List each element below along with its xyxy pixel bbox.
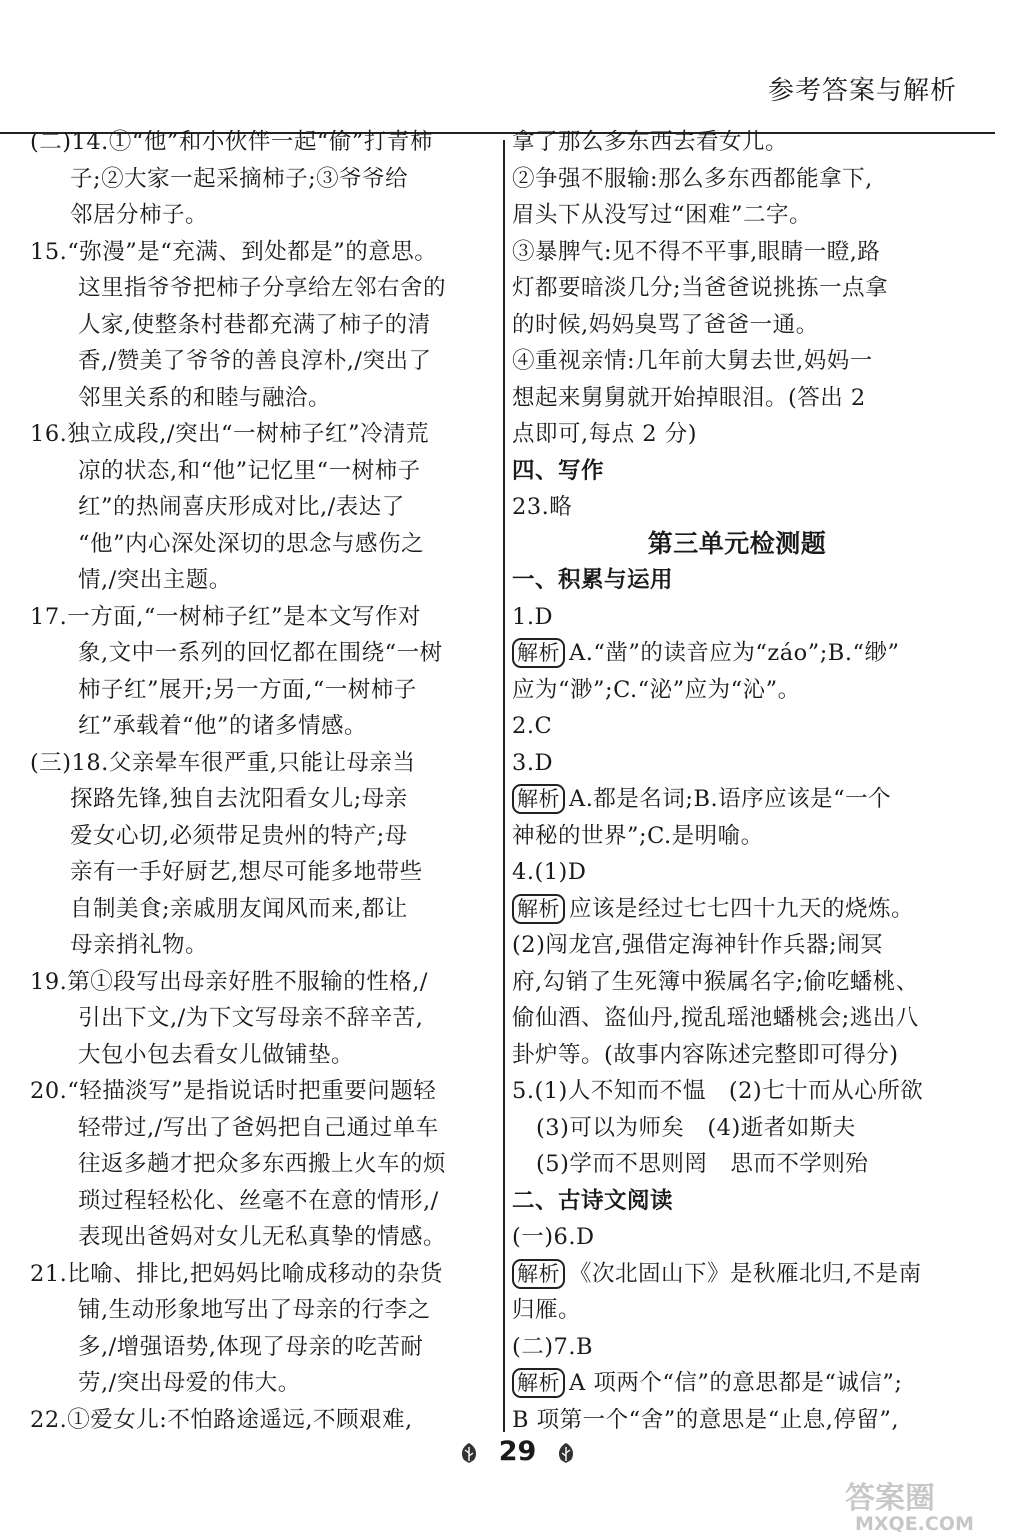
analysis-line bbox=[512, 635, 962, 672]
answer-line: (5)学而不思则罔 思而不学则殆 bbox=[536, 1151, 869, 1177]
answer-line: 灯都要暗淡几分;当爸爸说挑拣一点拿 bbox=[512, 275, 889, 301]
answer-line: 神秘的世界”;C.是明喻。 bbox=[512, 822, 764, 849]
answer-line: 16.独立成段,/突出“一树柿子红”冷清荒 bbox=[30, 421, 430, 447]
analysis-text: A 项两个“信”的意思都是“诚信”; bbox=[569, 1370, 903, 1396]
analysis-text: 《次北固山下》是秋雁北归,不是南 bbox=[569, 1260, 922, 1287]
watermark-text: 答案圈 bbox=[845, 1481, 935, 1516]
watermark-logo bbox=[843, 1478, 1013, 1532]
answer-line: 点即可,每点 2 分) bbox=[512, 421, 698, 447]
analysis-text: 应该是经过七七四十九天的烧炼。 bbox=[569, 895, 915, 922]
answer-line: 劳,/突出母爱的伟大。 bbox=[78, 1370, 301, 1396]
section-heading: 二、古诗文阅读 bbox=[512, 1187, 674, 1214]
answer-line: 22.①爱女儿:不怕路途遥远,不顾艰难, bbox=[30, 1406, 413, 1433]
answer-line: 拿了那么多东西去看女儿。 bbox=[512, 129, 789, 155]
answer-line: 红”的热闹喜庆形成对比,/表达了 bbox=[78, 494, 405, 520]
leaf-icon bbox=[457, 1441, 481, 1465]
answer-line: 子;②大家一起采摘柿子;③爷爷给 bbox=[70, 165, 409, 192]
answer-line: 情,/突出主题。 bbox=[78, 567, 232, 593]
answer-line: 表现出爸妈对女儿无私真挚的情感。 bbox=[78, 1224, 447, 1250]
answer-line: 亲有一手好厨艺,想尽可能多地带些 bbox=[70, 859, 423, 885]
answer-line: 府,勾销了生死簿中猴属名字;偷吃蟠桃、 bbox=[512, 968, 919, 995]
page-number: 29 bbox=[498, 1436, 537, 1467]
answer-line: 这里指爷爷把柿子分享给左邻右舍的 bbox=[78, 275, 447, 301]
answer-line: B 项第一个“舍”的意思是“止息,停留”, bbox=[512, 1406, 900, 1433]
header-title: 参考答案与解析 bbox=[767, 76, 957, 106]
answer-line: 23.略 bbox=[512, 494, 573, 520]
answer-line: 想起来舅舅就开始掉眼泪。(答出 2 bbox=[512, 384, 866, 411]
answer-line: 轻带过,/写出了爸妈把自己通过单车 bbox=[78, 1114, 439, 1141]
leaf-icon bbox=[554, 1441, 578, 1465]
answer-line: ③暴脾气:见不得不平事,眼睛一瞪,路 bbox=[512, 238, 881, 265]
answer-line: 母亲捎礼物。 bbox=[70, 932, 209, 958]
analysis-line bbox=[512, 1365, 962, 1402]
answer-line: 引出下文,/为下文写母亲不辞辛苦, bbox=[78, 1005, 424, 1031]
analysis-tag: 解析 bbox=[512, 784, 565, 814]
answer-line: 1.D bbox=[512, 603, 554, 630]
answer-line: 偷仙酒、盗仙丹,搅乱瑶池蟠桃会;逃出八 bbox=[512, 1005, 919, 1031]
answer-line: 铺,生动形象地写出了母亲的行李之 bbox=[78, 1297, 431, 1323]
answer-line: ②争强不服输:那么多东西都能拿下, bbox=[512, 165, 873, 192]
analysis-tag: 解析 bbox=[512, 894, 565, 924]
answer-line: 4.(1)D bbox=[512, 859, 587, 885]
answer-line: 香,/赞美了爷爷的善良淳朴,/突出了 bbox=[78, 348, 432, 374]
section-heading: 一、积累与运用 bbox=[512, 567, 674, 593]
answer-line: (3)可以为师矣 (4)逝者如斯夫 bbox=[536, 1114, 856, 1141]
section-heading: 四、写作 bbox=[512, 457, 605, 484]
answer-line: 应为“渺”;C.“泌”应为“沁”。 bbox=[512, 676, 801, 703]
answer-line: 大包小包去看女儿做铺垫。 bbox=[78, 1041, 355, 1068]
left-column bbox=[30, 124, 488, 1438]
analysis-text: A.都是名词;B.语序应该是“一个 bbox=[569, 786, 892, 812]
analysis-text: A.“凿”的读音应为“záo”;B.“缈” bbox=[569, 640, 900, 666]
column-divider bbox=[503, 140, 505, 1432]
answer-line: 爱女心切,必须带足贵州的特产;母 bbox=[70, 822, 408, 849]
answer-line: 自制美食;亲戚朋友闻风而来,都让 bbox=[70, 895, 408, 922]
answer-line: 凉的状态,和“他”记忆里“一树柿子 bbox=[78, 457, 421, 484]
answer-line: (二)14.①“他”和小伙伴一起“偷”打青柿 bbox=[30, 129, 433, 155]
answer-line: 柿子红”展开;另一方面,“一树柿子 bbox=[78, 676, 417, 703]
answer-line: 邻居分柿子。 bbox=[70, 202, 209, 228]
right-column bbox=[512, 124, 962, 1438]
answer-line: 象,文中一系列的回忆都在围绕“一树 bbox=[78, 640, 443, 666]
analysis-line bbox=[512, 781, 962, 818]
analysis-line bbox=[512, 891, 962, 928]
answer-line: 3.D bbox=[512, 749, 554, 776]
answer-line: ④重视亲情:几年前大舅去世,妈妈一 bbox=[512, 348, 873, 374]
answer-line: 多,/增强语势,体现了母亲的吃苦耐 bbox=[78, 1333, 424, 1360]
answer-line: “他”内心深处深切的思念与感伤之 bbox=[78, 530, 425, 557]
answer-line: (一)6.D bbox=[512, 1224, 595, 1250]
answer-line: 5.(1)人不知而不愠 (2)七十而从心所欲 bbox=[512, 1078, 924, 1104]
page-footer bbox=[0, 1436, 1035, 1467]
answer-line: 往返多趟才把众多东西搬上火车的烦 bbox=[78, 1151, 447, 1177]
watermark-url: MXQE.COM bbox=[855, 1513, 974, 1532]
answer-line: 归雁。 bbox=[512, 1297, 582, 1323]
unit-title: 第三单元检测题 bbox=[647, 528, 827, 558]
answer-line: 21.比喻、排比,把妈妈比喻成移动的杂货 bbox=[30, 1260, 443, 1287]
analysis-line bbox=[512, 1256, 962, 1293]
answer-line: 琐过程轻松化、丝毫不在意的情形,/ bbox=[78, 1187, 439, 1214]
answer-line: 眉头下从没写过“困难”二字。 bbox=[512, 202, 813, 228]
analysis-tag: 解析 bbox=[512, 638, 565, 668]
answer-line: (2)闯龙宫,强借定海神针作兵器;闹冥 bbox=[512, 932, 884, 958]
answer-line: 的时候,妈妈臭骂了爸爸一通。 bbox=[512, 311, 819, 338]
answer-line: 19.第①段写出母亲好胜不服输的性格,/ bbox=[30, 968, 429, 995]
answer-line: (三)18.父亲晕车很严重,只能让母亲当 bbox=[30, 749, 416, 776]
analysis-tag: 解析 bbox=[512, 1259, 565, 1289]
answer-line: (二)7.B bbox=[512, 1333, 594, 1360]
answer-line: 17.一方面,“一树柿子红”是本文写作对 bbox=[30, 603, 421, 630]
analysis-tag: 解析 bbox=[512, 1368, 565, 1398]
answer-line: 2.C bbox=[512, 713, 553, 739]
answer-line: 邻里关系的和睦与融洽。 bbox=[78, 384, 332, 411]
answer-line: 卦炉等。(故事内容陈述完整即可得分) bbox=[512, 1041, 899, 1068]
answer-line: 15.“弥漫”是“充满、到处都是”的意思。 bbox=[30, 238, 438, 265]
answer-line: 红”承载着“他”的诸多情感。 bbox=[78, 713, 368, 739]
answer-line: 人家,使整条村巷都充满了柿子的清 bbox=[78, 311, 431, 338]
answer-line: 20.“轻描淡写”是指说话时把重要问题轻 bbox=[30, 1078, 437, 1104]
answer-line: 探路先锋,独自去沈阳看女儿;母亲 bbox=[70, 786, 408, 812]
